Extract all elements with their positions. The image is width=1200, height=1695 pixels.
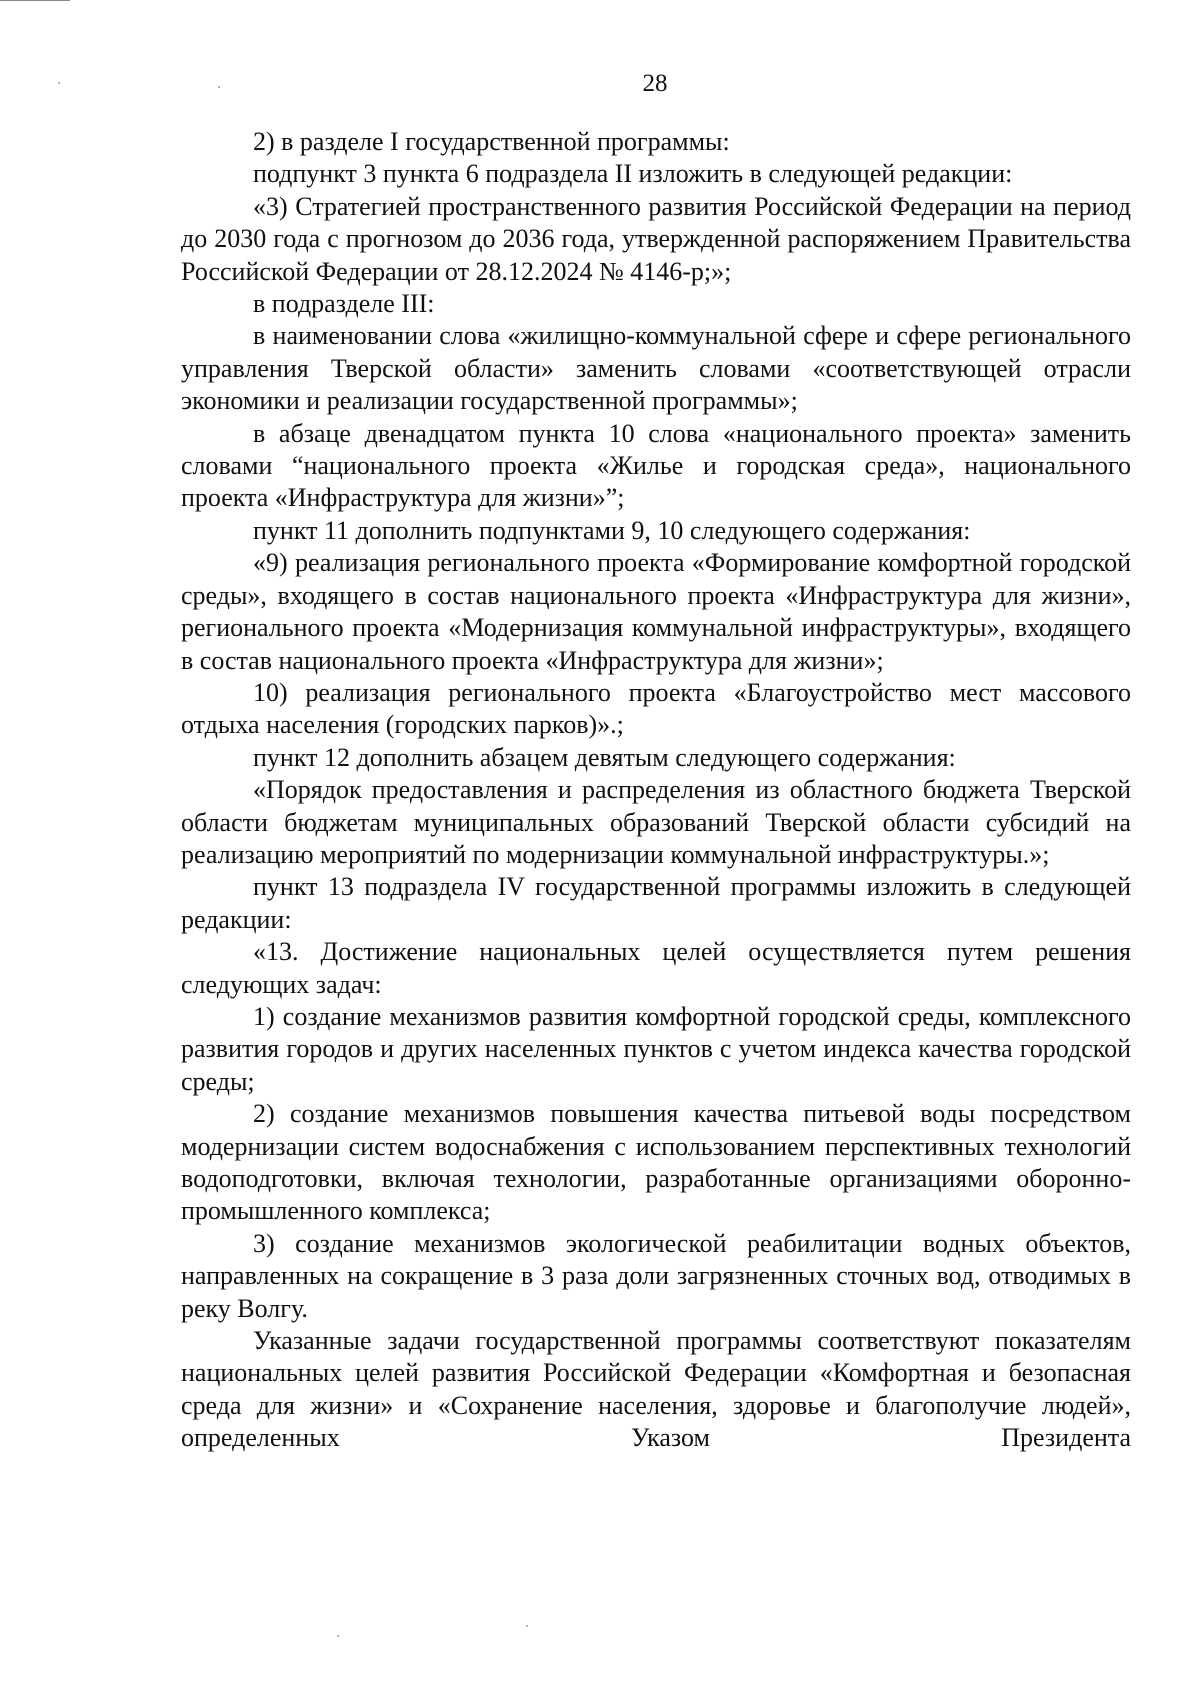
paragraph: в абзаце двенадцатом пункта 10 слова «национального проекта» заменить словами “национального проекта «Жилье и городская среда», национального проекта «Инфраструктура для жизни»”; (181, 418, 1131, 513)
paragraph: пункт 12 дополнить абзацем девятым следующего содержания: (253, 742, 956, 772)
paragraph: 10) реализация регионального проекта «Благоустройство мест массового отдыха населения (городских парков)».; (181, 677, 1131, 740)
paragraph: «Порядок предоставления и распределения из областного бюджета Тверской области бюджетам муниципальных образований Тверской области субсидий на реализацию мероприятий по модернизации коммунальной инфраструктуры.»; (181, 775, 1131, 869)
scan-speck (526, 1625, 528, 1627)
scan-speck (337, 1635, 339, 1637)
paragraph: 3) создание механизмов экологической реабилитации водных объектов, направленных на сокращение в 3 раза доли загрязненных сточных вод, отводимых в реку Волгу. (181, 1228, 1131, 1323)
page-number: 28 (642, 70, 668, 97)
paragraph: Указанные задачи государственной программы соответствуют показателям национальных целей развития Российской Федерации «Комфортная и безопасная среда для жизни» и «Сохранение населения, здоровье и благополучие людей», определенных Указом Президента (181, 1326, 1131, 1453)
paragraph: 2) создание механизмов повышения качества питьевой воды посредством модернизации систем водоснабжения с использованием перспективных технологий водоподготовки, включая технологии, разработанные организациями оборонно-промышленного комплекса; (181, 1099, 1131, 1226)
paragraph: в наименовании слова «жилищно-коммунальной сфере и сфере регионального управления Тверской области» заменить словами «соответствующей отрасли экономики и реализации государственной программы»; (181, 321, 1131, 416)
paragraph: подпункт 3 пункта 6 подраздела II изложить в следующей редакции: (253, 159, 1013, 189)
paragraph: «13. Достижение национальных целей осуществляется путем решения следующих задач: (181, 937, 1131, 999)
paragraph: в подразделе III: (253, 289, 435, 319)
paragraph: «9) реализация регионального проекта «Формирование комфортной городской среды», входящего в состав национального проекта «Инфраструктура для жизни», регионального проекта «Модернизация коммунальной инфраструктуры», входящего в состав национального проекта «Инфраструктура для жизни»; (181, 548, 1131, 675)
scan-edge-line (0, 0, 70, 1)
document-body (181, 126, 1131, 1455)
paragraph: 2) в разделе I государственной программы: (253, 127, 730, 156)
paragraph: «3) Стратегией пространственного развития Российской Федерации на период до 2030 года с прогнозом до 2036 года, утвержденной распоряжением Правительства Российской Федерации от 28.12.2024 № 4146-р;»; (181, 191, 1131, 286)
paragraph: 1) создание механизмов развития комфортной городской среды, комплексного развития городов и других населенных пунктов с учетом индекса качества городской среды; (181, 1001, 1131, 1096)
paragraph: пункт 11 дополнить подпунктами 9, 10 следующего содержания: (253, 515, 971, 545)
paragraph: пункт 13 подраздела IV государственной программы изложить в следующей редакции: (181, 872, 1131, 934)
